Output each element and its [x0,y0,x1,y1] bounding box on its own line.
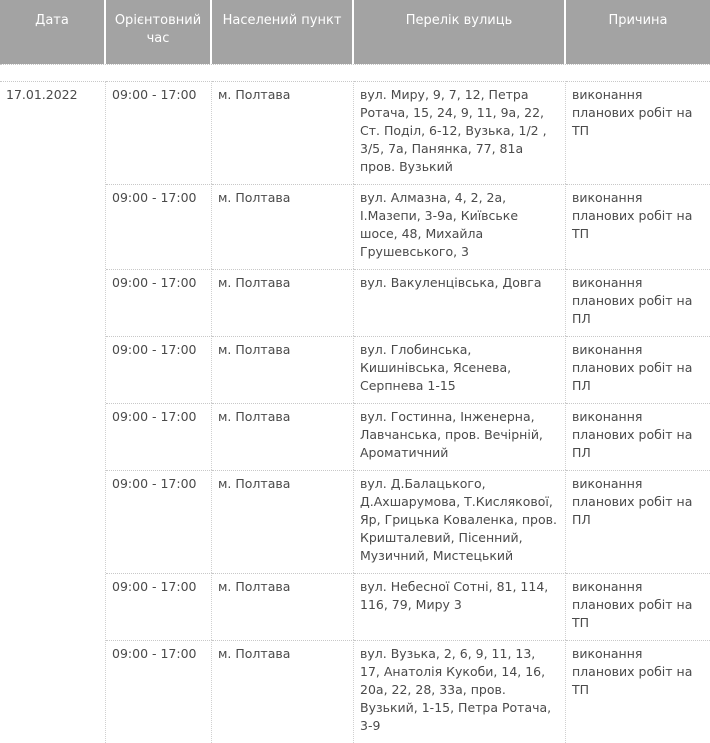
settlement-cell: м. Полтава [212,403,354,470]
streets-cell: вул. Глобинська, Кишинівська, Ясенева, Серпнева 1-15 [354,336,566,403]
time-cell: 09:00 - 17:00 [106,573,212,640]
reason-cell: виконання планових робіт на ТП [566,573,710,640]
spacer-row [0,64,710,81]
table-body [0,64,710,743]
time-cell: 09:00 - 17:00 [106,470,212,573]
settlement-cell: м. Полтава [212,184,354,269]
reason-cell: виконання планових робіт на ПЛ [566,470,710,573]
reason-cell: виконання планових робіт на ТП [566,81,710,184]
date-cell: 17.01.2022 [0,81,106,743]
settlement-cell: м. Полтава [212,640,354,743]
streets-cell: вул. Д.Балацького, Д.Ахшарумова, Т.Кислякової, Яр, Грицька Коваленка, пров. Кришталевий, Пісенний, Музичний, Мистецький [354,470,566,573]
table-row [0,403,710,470]
header-time: Орієнтовний час [106,0,212,64]
reason-cell: виконання планових робіт на ТП [566,184,710,269]
time-cell: 09:00 - 17:00 [106,81,212,184]
reason-cell: виконання планових робіт на ПЛ [566,403,710,470]
streets-cell: вул. Вузька, 2, 6, 9, 11, 13, 17, Анатолія Кукоби, 14, 16, 20а, 22, 28, 33а, пров. Вузький, 1-15, Петра Ротача, 3-9 [354,640,566,743]
header-reason: Причина [566,0,710,64]
header-date: Дата [0,0,106,64]
spacer-cell [0,64,710,81]
settlement-cell: м. Полтава [212,470,354,573]
table-row [0,184,710,269]
table-row [0,573,710,640]
settlement-cell: м. Полтава [212,573,354,640]
header-row [0,0,710,64]
table-row [0,269,710,336]
time-cell: 09:00 - 17:00 [106,640,212,743]
settlement-cell: м. Полтава [212,269,354,336]
header-settlement: Населений пункт [212,0,354,64]
reason-cell: виконання планових робіт на ПЛ [566,269,710,336]
header-streets: Перелік вулиць [354,0,566,64]
time-cell: 09:00 - 17:00 [106,269,212,336]
streets-cell: вул. Гостинна, Інженерна, Лавчанська, пров. Вечірній, Ароматичний [354,403,566,470]
reason-cell: виконання планових робіт на ПЛ [566,336,710,403]
streets-cell: вул. Миру, 9, 7, 12, Петра Ротача, 15, 24, 9, 11, 9а, 22, Ст. Поділ, 6-12, Вузька, 1/2 , 3/5, 7а, Панянка, 77, 81а пров. Вузький [354,81,566,184]
settlement-cell: м. Полтава [212,81,354,184]
time-cell: 09:00 - 17:00 [106,403,212,470]
streets-cell: вул. Вакуленцівська, Довга [354,269,566,336]
time-cell: 09:00 - 17:00 [106,184,212,269]
table-row [0,640,710,743]
table-row [0,81,710,184]
streets-cell: вул. Алмазна, 4, 2, 2а, І.Мазепи, 3-9а, Київське шосе, 48, Михайла Грушевського, 3 [354,184,566,269]
table-row [0,470,710,573]
streets-cell: вул. Небесної Сотні, 81, 114, 116, 79, Миру 3 [354,573,566,640]
settlement-cell: м. Полтава [212,336,354,403]
time-cell: 09:00 - 17:00 [106,336,212,403]
reason-cell: виконання планових робіт на ТП [566,640,710,743]
table-row [0,336,710,403]
